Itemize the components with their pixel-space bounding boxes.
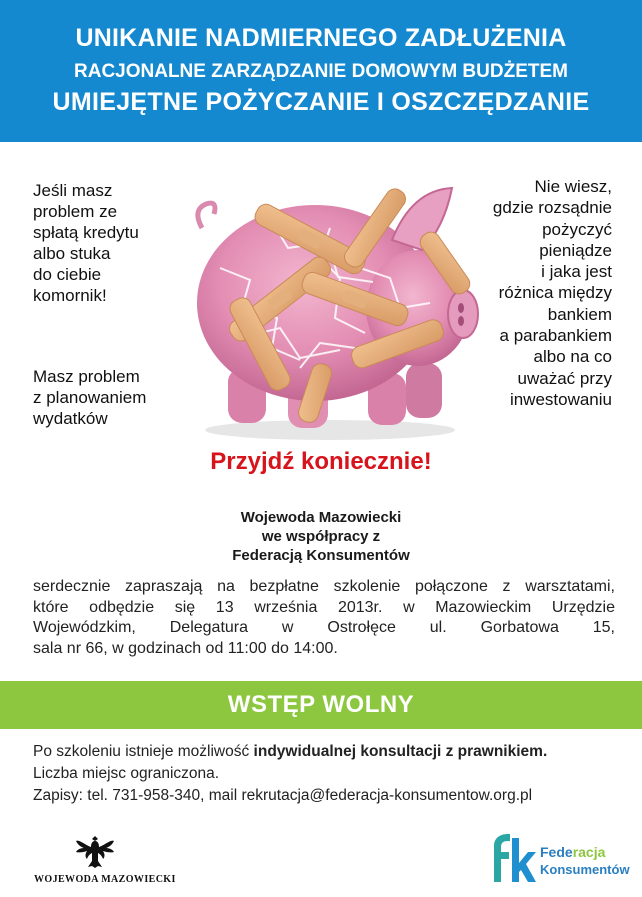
contact-line[interactable]: Zapisy: tel. 731-958-340, mail rekrutacja@federacja-konsumentow.org.pl — [33, 787, 533, 804]
fk-word-konsumentow: Konsumentów — [540, 862, 630, 877]
header-title-3: UMIEJĘTNE POŻYCZANIE I OSZCZĘDZANIE — [52, 88, 590, 116]
call-to-action: Przyjdź koniecznie! — [210, 448, 432, 475]
header-title-2: RACJONALNE ZARZĄDZANIE DOMOWYM BUDŻETEM — [74, 61, 568, 82]
text-line: wydatków — [33, 409, 108, 428]
text-line: pieniądze — [539, 240, 612, 260]
left-question-budget — [33, 366, 146, 429]
fk-word-part-accent: racja — [572, 844, 606, 860]
text-line: Jeśli masz — [33, 181, 113, 200]
header-title-1: UNIKANIE NADMIERNEGO ZADŁUŻENIA — [75, 24, 567, 52]
text-line: komornik! — [33, 286, 107, 305]
text-line: i jaka jest — [541, 262, 612, 282]
organizer-line: Wojewoda Mazowiecki — [240, 509, 402, 526]
text-line: problem ze — [33, 202, 118, 221]
bandaged-piggy-bank-icon — [180, 158, 480, 448]
text-line: bankiem — [547, 304, 612, 324]
free-entry-banner: WSTĘP WOLNY — [0, 681, 642, 729]
organizer-line: Federacją Konsumentów — [232, 547, 410, 564]
fk-mark-icon — [490, 832, 536, 884]
seats-line: Liczba miejsc ograniczona. — [33, 765, 220, 782]
right-question-borrowing — [493, 176, 612, 410]
fk-word-federacja — [540, 844, 605, 860]
text-line: różnica między — [498, 283, 612, 303]
text-line: spłatą kredytu — [33, 223, 139, 242]
text-line: z planowaniem — [33, 388, 147, 407]
left-question-debt — [33, 180, 139, 306]
text-line: gdzie rozsądnie — [492, 198, 612, 218]
polish-eagle-icon — [74, 832, 116, 872]
organizer-block — [0, 508, 642, 565]
text-line: albo stuka — [33, 244, 111, 263]
fk-logo-icon — [490, 832, 630, 884]
wojewoda-logo-label: WOJEWODA MAZOWIECKI — [34, 874, 176, 885]
text-line: do ciebie — [33, 265, 102, 284]
text-line: uważać przy — [517, 368, 612, 388]
organizer-line: we współpracy z — [261, 528, 381, 545]
text-line: serdecznie zapraszają na bezpłatne szkolenie połączone z warsztatami, — [33, 578, 615, 595]
text-line: pożyczyć — [542, 219, 612, 239]
text-line: Wojewódzkim, Delegatura w Ostrołęce ul. Gorbatowa 15, — [33, 619, 615, 637]
consultation-highlight: indywidualnej konsultacji z prawnikiem. — [253, 743, 548, 760]
consultation-prefix: Po szkoleniu istnieje możliwość — [33, 743, 254, 760]
text-line: sala nr 66, w godzinach od 11:00 do 14:00. — [33, 639, 338, 657]
header-banner — [0, 0, 642, 142]
info-block — [33, 741, 623, 807]
text-line: inwestowaniu — [509, 389, 612, 409]
consultation-line — [33, 741, 623, 763]
text-line: a parabankiem — [499, 326, 612, 346]
text-line: Masz problem — [33, 367, 140, 386]
fk-word-part: Fede — [540, 844, 573, 860]
invitation-paragraph — [33, 577, 615, 659]
text-line: albo na co — [533, 347, 612, 367]
text-line: które odbędzie się 13 września 2013r. w Mazowieckim Urzędzie — [33, 598, 615, 616]
text-line: Nie wiesz, — [534, 177, 612, 196]
